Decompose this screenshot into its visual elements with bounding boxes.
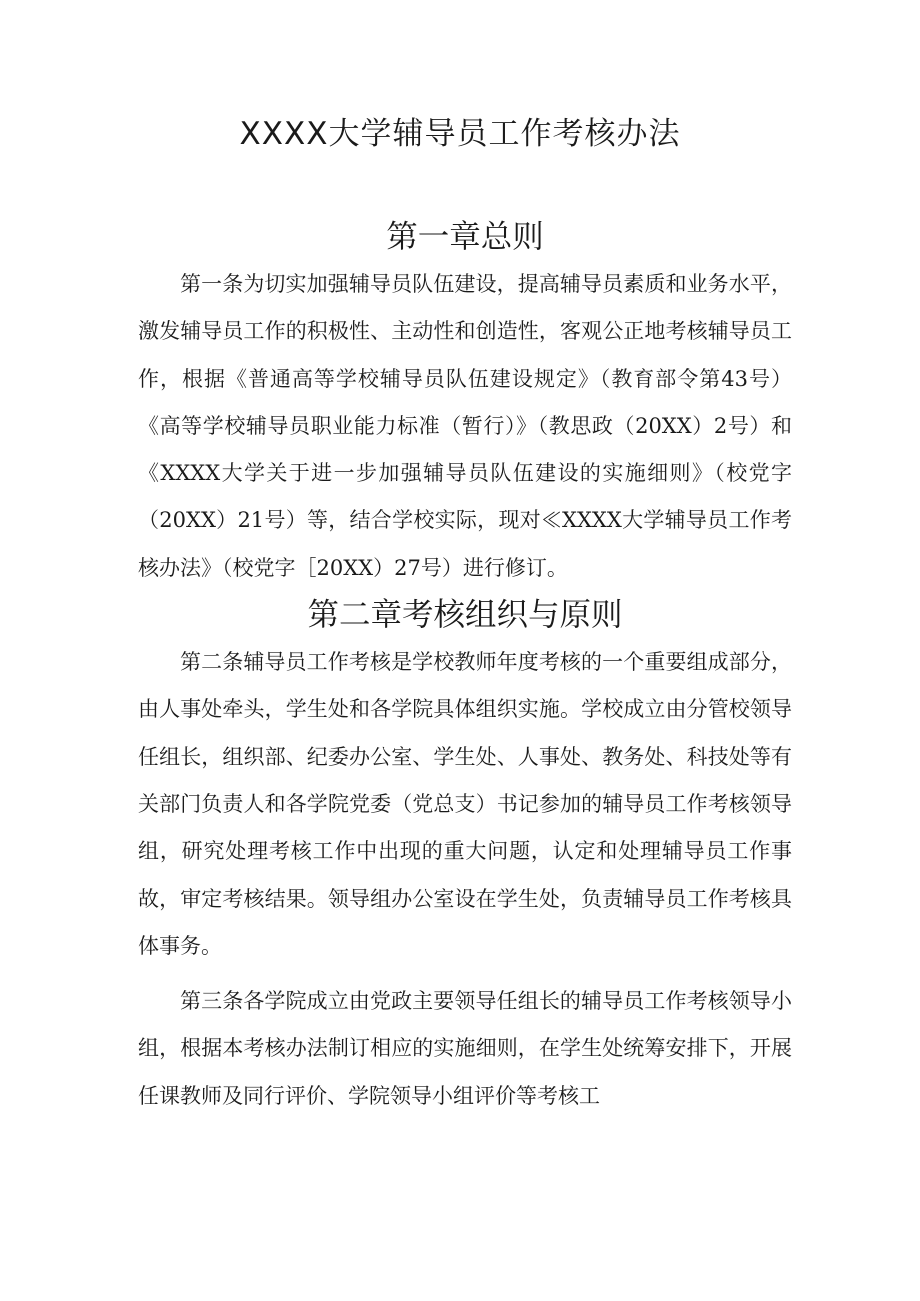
article-3-paragraph: 第三条各学院成立由党政主要领导任组长的辅导员工作考核领导小组，根据本考核办法制订相应的实施细则，在学生处统筹安排下，开展任课教师及同行评价、学院领导小组评价等考核工 — [138, 989, 792, 1108]
document-title: XXXX大学辅导员工作考核办法 — [239, 116, 681, 152]
paragraph-gap — [138, 970, 792, 978]
article-2-paragraph: 第二条辅导员工作考核是学校教师年度考核的一个重要组成部分，由人事处牵头，学生处和各学院具体组织实施。学校成立由分管校领导任组长，组织部、纪委办公室、学生处、人事处、教务处、科技处等有关部门负责人和各学院党委（党总支）书记参加的辅导员工作考核领导组，研究处理考核工作中出现的重大问题，认定和处理辅导员工作事故，审定考核结果。领导组办公室设在学生处，负责辅导员工作考核具体事务。 — [138, 650, 792, 958]
document-body — [138, 214, 792, 1120]
article-1-paragraph: 第一条为切实加强辅导员队伍建设，提高辅导员素质和业务水平，激发辅导员工作的积极性、主动性和创造性，客观公正地考核辅导员工作，根据《普通高等学校辅导员队伍建设规定》（教育部令第43号）《高等学校辅导员职业能力标准（暂行）》（教思政（20XX）2号）和《XXXX大学关于进一步加强辅导员队伍建设的实施细则》（校党字（20XX）21号）等，结合学校实际，现对≪XXXX大学辅导员工作考核办法》（校党字［20XX）27号）进行修订。 — [138, 272, 792, 580]
chapter-heading-2: 第二章考核组织与原则 — [307, 597, 623, 634]
chapter-heading-1: 第一章总则 — [386, 219, 544, 255]
